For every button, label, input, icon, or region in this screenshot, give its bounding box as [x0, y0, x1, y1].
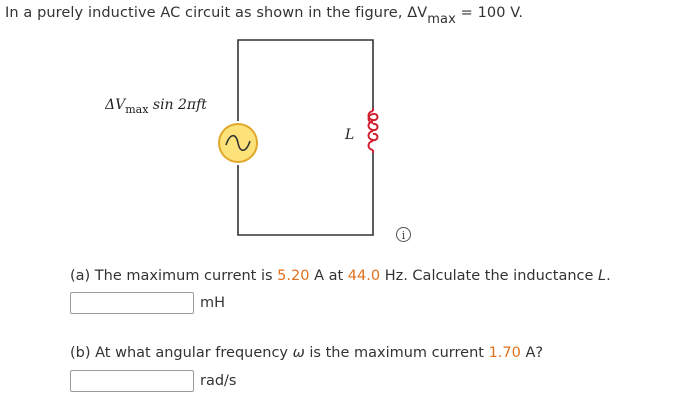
circuit-figure — [105, 35, 405, 250]
part-a-prefix: (a) The maximum current is — [70, 268, 278, 284]
source-label — [105, 97, 207, 116]
problem-statement — [5, 5, 524, 27]
source-label-sub: max — [125, 103, 149, 116]
part-b-question — [70, 345, 543, 361]
part-a-answer-input[interactable] — [70, 292, 194, 314]
part-b-mid: is the maximum current — [304, 345, 489, 361]
part-b-current-value: 1.70 — [488, 345, 521, 361]
part-b-prefix: (b) At what angular frequency — [70, 345, 293, 361]
part-b-answer-input[interactable] — [70, 370, 194, 392]
part-a-variable: L — [598, 268, 607, 284]
part-a-question — [70, 268, 611, 284]
circuit-wire-left — [238, 153, 373, 235]
part-a-current-value: 5.20 — [277, 268, 310, 284]
source-label-main: ΔV — [105, 97, 126, 113]
problem-statement-value: = 100 V. — [455, 5, 524, 21]
part-a-answer-row — [70, 291, 225, 315]
circuit-diagram — [105, 35, 405, 250]
problem-statement-subscript: max — [427, 12, 456, 27]
source-label-rest: sin 2πft — [148, 97, 207, 113]
info-icon[interactable]: i — [396, 227, 411, 242]
part-b-suffix: A? — [520, 345, 544, 361]
circuit-wire-top — [238, 40, 373, 121]
part-b-variable: ω — [292, 345, 305, 361]
part-a-suffix: . — [606, 268, 611, 284]
part-b-unit: rad/s — [200, 373, 237, 389]
part-a-unit: mH — [200, 295, 226, 311]
part-a-mid1: A at — [309, 268, 348, 284]
part-b-answer-row — [70, 369, 237, 393]
inductor-label: L — [345, 127, 355, 143]
part-a-frequency-value: 44.0 — [347, 268, 381, 284]
ac-source-icon — [219, 124, 257, 162]
part-a-mid2: Hz. Calculate the inductance — [380, 268, 599, 284]
problem-statement-text: In a purely inductive AC circuit as shown in the figure, ΔV — [5, 5, 428, 21]
inductor-coil-icon — [369, 108, 378, 153]
